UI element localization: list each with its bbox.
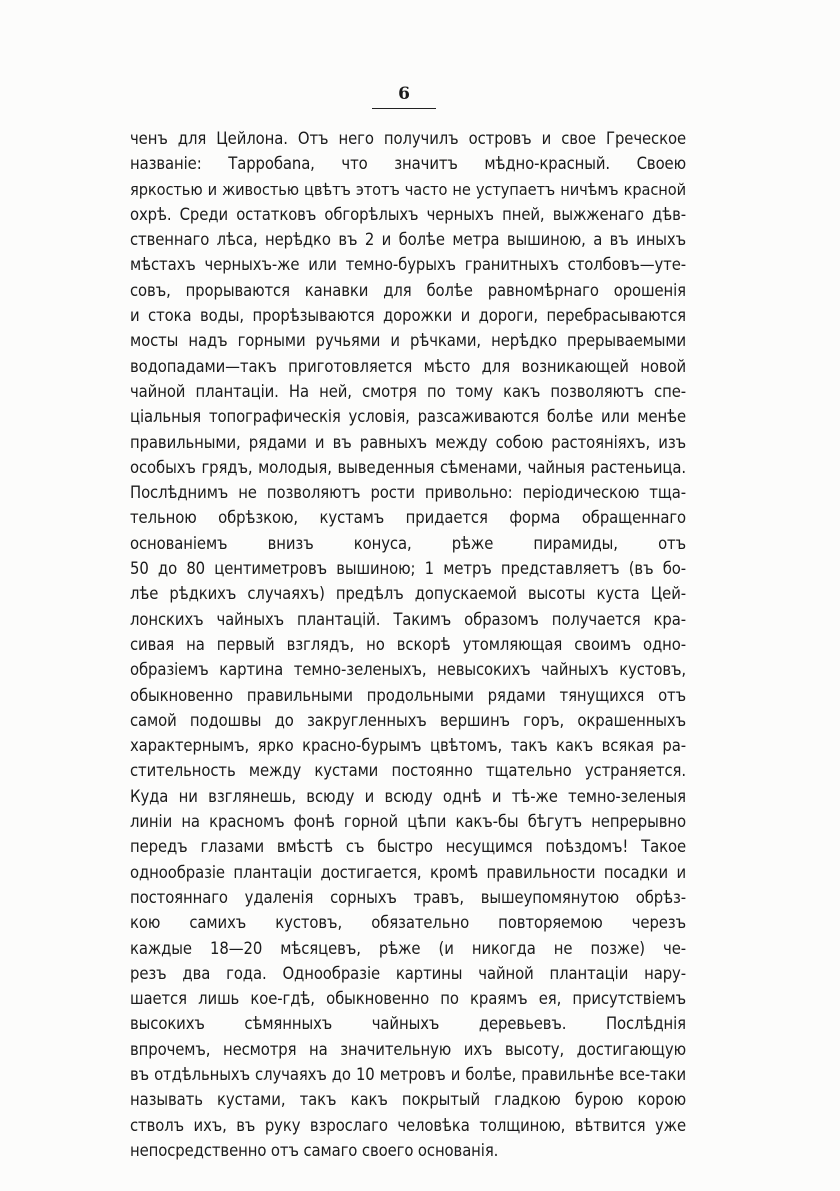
text-line: стволъ ихъ, въ руку взрослаго человѣка толщиною, вѣтвится уже xyxy=(130,1115,686,1135)
text-line: водопадами—такъ приготовляется мѣсто для возникающей новой xyxy=(130,356,686,376)
text-line: непосредственно отъ самаго своего основанія. xyxy=(130,1140,499,1160)
text-line: самой подошвы до закругленныхъ вершинъ горъ, окрашенныхъ xyxy=(130,710,686,730)
text-line: охрѣ. Среди остатковъ обгорѣлыхъ черныхъ пней, выжженаго дѣв- xyxy=(130,204,686,224)
text-line: ственнаго лѣса, нерѣдко въ 2 и болѣе метра вышиною, а въ иныхъ xyxy=(130,230,686,250)
text-line: кою самихъ кустовъ, обязательно повторяемою черезъ xyxy=(130,913,686,933)
page-number: 6 xyxy=(372,84,436,109)
text-line: постояннаго удаленія сорныхъ травъ, вышеупомянутою обрѣз- xyxy=(130,887,686,907)
text-line: Послѣднимъ не позволяютъ рости привольно: періодическою тщa- xyxy=(130,483,686,503)
text-line: тельною обрѣзкою, кустамъ придается форма обращеннаго xyxy=(130,508,686,528)
body-text xyxy=(130,126,686,1163)
text-line: называть кустами, такъ какъ покрытый гладкою бурою корою xyxy=(130,1090,686,1110)
text-line: лѣе рѣдкихъ случаяхъ) предѣлъ допускаемой высоты куста Цей- xyxy=(130,584,686,604)
text-line: линіи на красномъ фонѣ горной цѣпи какъ-бы бѣгутъ непрерывно xyxy=(130,812,686,832)
text-line: высокихъ сѣмянныхъ чайныхъ деревьевъ. Послѣднія xyxy=(130,1014,686,1034)
text-line: лонскихъ чайныхъ плантацій. Такимъ образомъ получается кра- xyxy=(130,609,686,629)
text-line: совъ, прорываются канавки для болѣе равномѣрнаго орошенія xyxy=(130,280,686,300)
text-line: особыхъ грядъ, молодыя, выведенныя сѣменами, чайныя растеньица. xyxy=(130,457,686,477)
text-line: образіемъ картина темно-зеленыхъ, невысокихъ чайныхъ кустовъ, xyxy=(130,660,686,680)
text-line: характернымъ, ярко красно-бурымъ цвѣтомъ, такъ какъ всякая ра- xyxy=(130,736,686,756)
text-line: передъ глазами вмѣстѣ съ быстро несущимся поѣздомъ! Такое xyxy=(130,837,686,857)
text-line: каждые 18—20 мѣсяцевъ, рѣже (и никогда не позже) че- xyxy=(130,938,686,958)
text-line: однообразіе плантаціи достигается, кромѣ правильности посадки и xyxy=(130,862,686,882)
text-line: стительность между кустами постоянно тщательно устраняется. xyxy=(130,761,686,781)
text-line: 50 до 80 центиметровъ вышиною; 1 метръ представляетъ (въ бо- xyxy=(130,559,686,579)
text-line: мосты надъ горными ручьями и рѣчками, нерѣдко прерываемыми xyxy=(130,331,686,351)
text-line: ціальныя топографическія условія, разсаживаются болѣе или менѣе xyxy=(130,407,686,427)
text-line: ченъ для Цейлона. Отъ него получилъ островъ и свое Греческое xyxy=(130,129,686,148)
text-line: мѣстахъ черныхъ-же или темно-бурыхъ гранитныхъ столбовъ—утe- xyxy=(130,255,686,275)
text-line: Куда ни взглянешь, всюду и всюду однѣ и тѣ-же темно-зеленыя xyxy=(130,786,686,806)
text-line: впрочемъ, несмотря на значительную ихъ высоту, достигающую xyxy=(130,1039,686,1059)
text-line: чайной плантаціи. На ней, смотря по тому какъ позволяютъ спе- xyxy=(130,381,686,401)
text-line: резъ два года. Однообразіе картины чайной плантаціи нару- xyxy=(130,963,686,983)
text-line: сивая на первый взглядъ, но вскорѣ утомляющая своимъ одно- xyxy=(130,634,686,654)
text-line: шается лишь кое-гдѣ, обыкновенно по краямъ ея, присутствіемъ xyxy=(130,989,686,1009)
text-line: названіе: Тарробаnа, что значитъ мѣдно-красный. Своею xyxy=(130,154,686,174)
text-line: яркостью и живостью цвѣтъ этотъ часто не уступаетъ ничѣмъ красной xyxy=(130,179,686,199)
text-line: въ отдѣльныхъ случаяхъ до 10 метровъ и болѣе, правильнѣе все-таки xyxy=(130,1064,686,1084)
text-line: и стока воды, прорѣзываются дорожки и дороги, перебрасываются xyxy=(130,306,686,326)
text-line: основаніемъ внизъ конуса, рѣже пирамиды, отъ xyxy=(130,533,686,553)
text-line: обыкновенно правильными продольными рядами тянущихся отъ xyxy=(130,685,686,705)
text-line: правильными, рядами и въ равныхъ между собою растояніяхъ, изъ xyxy=(130,432,686,452)
